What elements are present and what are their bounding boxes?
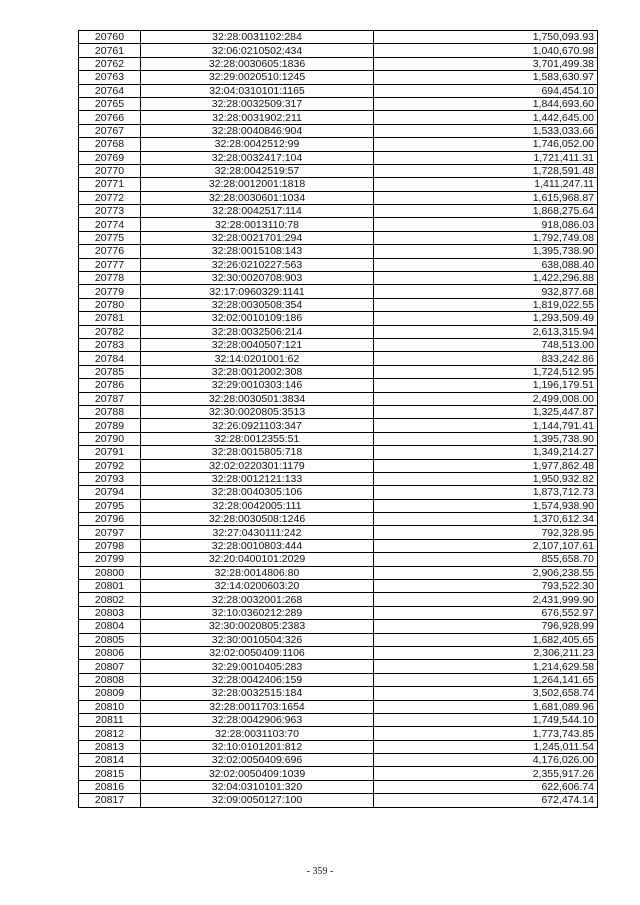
- table-row: [79, 794, 598, 807]
- value-amount-cell: 1,144,791.41: [374, 419, 598, 432]
- value-amount-cell: 1,721,411.31: [374, 151, 598, 164]
- value-amount-cell: 672,474.14: [374, 794, 598, 807]
- cadastral-number-cell: 32:28:0015805:718: [141, 446, 374, 459]
- row-number-cell: 20805: [79, 633, 141, 646]
- value-amount-cell: 1,724,512.95: [374, 365, 598, 378]
- cadastral-number-cell: 32:27:0430111:242: [141, 526, 374, 539]
- row-number-cell: 20804: [79, 620, 141, 633]
- cadastral-number-cell: 32:28:0032506:214: [141, 325, 374, 338]
- row-number-cell: 20816: [79, 780, 141, 793]
- table-row: [79, 646, 598, 659]
- value-amount-cell: 1,873,712.73: [374, 486, 598, 499]
- cadastral-number-cell: 32:28:0032509:317: [141, 97, 374, 110]
- cadastral-number-cell: 32:02:0050409:696: [141, 754, 374, 767]
- row-number-cell: 20768: [79, 138, 141, 151]
- value-amount-cell: 2,906,238.55: [374, 566, 598, 579]
- cadastral-number-cell: 32:30:0020805:3513: [141, 405, 374, 418]
- cadastral-number-cell: 32:02:0050409:1039: [141, 767, 374, 780]
- row-number-cell: 20774: [79, 218, 141, 231]
- cadastral-number-cell: 32:28:0042005:111: [141, 499, 374, 512]
- cadastral-number-cell: 32:09:0050127:100: [141, 794, 374, 807]
- value-amount-cell: 1,615,968.87: [374, 191, 598, 204]
- cadastral-number-cell: 32:30:0020708:903: [141, 272, 374, 285]
- table-row: [79, 124, 598, 137]
- value-amount-cell: 2,499,008.00: [374, 392, 598, 405]
- row-number-cell: 20806: [79, 646, 141, 659]
- value-amount-cell: 1,395,738.90: [374, 432, 598, 445]
- row-number-cell: 20817: [79, 794, 141, 807]
- row-number-cell: 20812: [79, 727, 141, 740]
- row-number-cell: 20773: [79, 205, 141, 218]
- row-number-cell: 20791: [79, 446, 141, 459]
- value-amount-cell: 1,040,670.98: [374, 44, 598, 57]
- cadastral-number-cell: 32:30:0020805:2383: [141, 620, 374, 633]
- row-number-cell: 20788: [79, 405, 141, 418]
- row-number-cell: 20810: [79, 700, 141, 713]
- cadastral-number-cell: 32:28:0042512:99: [141, 138, 374, 151]
- cadastral-number-cell: 32:20:0400101:2029: [141, 553, 374, 566]
- row-number-cell: 20776: [79, 245, 141, 258]
- table-row: [79, 231, 598, 244]
- cadastral-number-cell: 32:28:0012355:51: [141, 432, 374, 445]
- value-amount-cell: 4,176,026.00: [374, 754, 598, 767]
- row-number-cell: 20781: [79, 312, 141, 325]
- table-row: [79, 191, 598, 204]
- cadastral-number-cell: 32:28:0032515:184: [141, 687, 374, 700]
- row-number-cell: 20772: [79, 191, 141, 204]
- row-number-cell: 20800: [79, 566, 141, 579]
- row-number-cell: 20786: [79, 379, 141, 392]
- table-row: [79, 767, 598, 780]
- row-number-cell: 20799: [79, 553, 141, 566]
- value-amount-cell: 694,454.10: [374, 84, 598, 97]
- value-amount-cell: 3,502,658.74: [374, 687, 598, 700]
- table-row: [79, 553, 598, 566]
- cadastral-number-cell: 32:29:0010303:146: [141, 379, 374, 392]
- table-row: [79, 44, 598, 57]
- value-amount-cell: 1,196,179.51: [374, 379, 598, 392]
- value-amount-cell: 622,606.74: [374, 780, 598, 793]
- row-number-cell: 20770: [79, 164, 141, 177]
- cadastral-number-cell: 32:02:0050409:1106: [141, 646, 374, 659]
- cadastral-number-cell: 32:28:0032001:268: [141, 593, 374, 606]
- value-amount-cell: 1,773,743.85: [374, 727, 598, 740]
- table-row: [79, 352, 598, 365]
- value-amount-cell: 796,928.99: [374, 620, 598, 633]
- table-row: [79, 593, 598, 606]
- value-amount-cell: 792,328.95: [374, 526, 598, 539]
- table-row: [79, 57, 598, 70]
- table-row: [79, 71, 598, 84]
- value-amount-cell: 1,325,447.87: [374, 405, 598, 418]
- value-amount-cell: 1,728,591.48: [374, 164, 598, 177]
- row-number-cell: 20802: [79, 593, 141, 606]
- value-amount-cell: 1,533,033.66: [374, 124, 598, 137]
- cadastral-number-cell: 32:10:0101201:812: [141, 740, 374, 753]
- cadastral-number-cell: 32:29:0010405:283: [141, 660, 374, 673]
- table-row: [79, 486, 598, 499]
- table-row: [79, 754, 598, 767]
- cadastral-number-cell: 32:14:0201001:62: [141, 352, 374, 365]
- table-row: [79, 580, 598, 593]
- cadastral-number-cell: 32:28:0042406:159: [141, 673, 374, 686]
- table-row: [79, 740, 598, 753]
- table-row: [79, 285, 598, 298]
- value-amount-cell: 2,355,917.26: [374, 767, 598, 780]
- row-number-cell: 20792: [79, 459, 141, 472]
- row-number-cell: 20764: [79, 84, 141, 97]
- row-number-cell: 20787: [79, 392, 141, 405]
- value-amount-cell: 1,950,932.82: [374, 472, 598, 485]
- table-row: [79, 218, 598, 231]
- value-amount-cell: 1,574,938.90: [374, 499, 598, 512]
- cadastral-number-cell: 32:28:0030601:1034: [141, 191, 374, 204]
- table-row: [79, 151, 598, 164]
- table-row: [79, 446, 598, 459]
- table-row: [79, 84, 598, 97]
- value-amount-cell: 1,819,022.55: [374, 298, 598, 311]
- row-number-cell: 20793: [79, 472, 141, 485]
- table-row: [79, 472, 598, 485]
- table-row: [79, 459, 598, 472]
- table-row: [79, 392, 598, 405]
- table-body: [79, 31, 598, 808]
- value-amount-cell: 932,877.68: [374, 285, 598, 298]
- value-amount-cell: 918,086.03: [374, 218, 598, 231]
- cadastral-number-cell: 32:04:0310101:320: [141, 780, 374, 793]
- value-amount-cell: 855,658.70: [374, 553, 598, 566]
- cadastral-number-cell: 32:28:0040305:106: [141, 486, 374, 499]
- cadastral-number-cell: 32:28:0021701:294: [141, 231, 374, 244]
- table-row: [79, 245, 598, 258]
- row-number-cell: 20780: [79, 298, 141, 311]
- cadastral-value-table: [78, 30, 598, 808]
- table-row: [79, 606, 598, 619]
- cadastral-number-cell: 32:04:0310101:1165: [141, 84, 374, 97]
- table-row: [79, 111, 598, 124]
- cadastral-number-cell: 32:28:0012002:308: [141, 365, 374, 378]
- value-amount-cell: 1,245,011.54: [374, 740, 598, 753]
- value-amount-cell: 1,749,544.10: [374, 713, 598, 726]
- row-number-cell: 20775: [79, 231, 141, 244]
- table-row: [79, 138, 598, 151]
- row-number-cell: 20779: [79, 285, 141, 298]
- cadastral-number-cell: 32:28:0031102:284: [141, 31, 374, 44]
- table-row: [79, 566, 598, 579]
- row-number-cell: 20771: [79, 178, 141, 191]
- cadastral-number-cell: 32:28:0030605:1836: [141, 57, 374, 70]
- cadastral-number-cell: 32:26:0210227:563: [141, 258, 374, 271]
- value-amount-cell: 3,701,499.38: [374, 57, 598, 70]
- row-number-cell: 20765: [79, 97, 141, 110]
- cadastral-number-cell: 32:28:0042906:963: [141, 713, 374, 726]
- row-number-cell: 20797: [79, 526, 141, 539]
- table-row: [79, 660, 598, 673]
- cadastral-number-cell: 32:28:0031103:70: [141, 727, 374, 740]
- table-row: [79, 513, 598, 526]
- cadastral-number-cell: 32:28:0042517:114: [141, 205, 374, 218]
- cadastral-number-cell: 32:02:0220301:1179: [141, 459, 374, 472]
- value-amount-cell: 2,107,107.61: [374, 539, 598, 552]
- table-row: [79, 673, 598, 686]
- cadastral-number-cell: 32:28:0012121:133: [141, 472, 374, 485]
- row-number-cell: 20803: [79, 606, 141, 619]
- row-number-cell: 20798: [79, 539, 141, 552]
- value-amount-cell: 1,395,738.90: [374, 245, 598, 258]
- table-row: [79, 432, 598, 445]
- value-amount-cell: 833,242.86: [374, 352, 598, 365]
- value-amount-cell: 793,522.30: [374, 580, 598, 593]
- row-number-cell: 20782: [79, 325, 141, 338]
- cadastral-number-cell: 32:28:0030508:1246: [141, 513, 374, 526]
- cadastral-number-cell: 32:14:0200603:20: [141, 580, 374, 593]
- value-amount-cell: 2,306,211.23: [374, 646, 598, 659]
- row-number-cell: 20807: [79, 660, 141, 673]
- row-number-cell: 20796: [79, 513, 141, 526]
- value-amount-cell: 1,214,629.58: [374, 660, 598, 673]
- row-number-cell: 20769: [79, 151, 141, 164]
- table-row: [79, 338, 598, 351]
- value-amount-cell: 1,682,405.65: [374, 633, 598, 646]
- table-row: [79, 31, 598, 44]
- value-amount-cell: 2,613,315.94: [374, 325, 598, 338]
- value-amount-cell: 1,792,749.08: [374, 231, 598, 244]
- value-amount-cell: 1,750,093.93: [374, 31, 598, 44]
- row-number-cell: 20794: [79, 486, 141, 499]
- cadastral-number-cell: 32:28:0010803:444: [141, 539, 374, 552]
- cadastral-number-cell: 32:10:0360212:289: [141, 606, 374, 619]
- page-number: - 359 -: [306, 866, 334, 877]
- table-row: [79, 379, 598, 392]
- cadastral-number-cell: 32:28:0030501:3834: [141, 392, 374, 405]
- row-number-cell: 20814: [79, 754, 141, 767]
- cadastral-number-cell: 32:28:0015108:143: [141, 245, 374, 258]
- value-amount-cell: 1,442,645.00: [374, 111, 598, 124]
- cadastral-number-cell: 32:28:0013110:78: [141, 218, 374, 231]
- row-number-cell: 20808: [79, 673, 141, 686]
- row-number-cell: 20815: [79, 767, 141, 780]
- table-row: [79, 298, 598, 311]
- value-amount-cell: 748,513.00: [374, 338, 598, 351]
- value-amount-cell: 1,977,862.48: [374, 459, 598, 472]
- row-number-cell: 20809: [79, 687, 141, 700]
- row-number-cell: 20761: [79, 44, 141, 57]
- row-number-cell: 20766: [79, 111, 141, 124]
- cadastral-number-cell: 32:28:0040846:904: [141, 124, 374, 137]
- row-number-cell: 20801: [79, 580, 141, 593]
- table-row: [79, 312, 598, 325]
- table-row: [79, 405, 598, 418]
- row-number-cell: 20795: [79, 499, 141, 512]
- table-row: [79, 205, 598, 218]
- table-row: [79, 780, 598, 793]
- table-row: [79, 499, 598, 512]
- table-row: [79, 633, 598, 646]
- row-number-cell: 20785: [79, 365, 141, 378]
- value-amount-cell: 1,844,693.60: [374, 97, 598, 110]
- table-row: [79, 164, 598, 177]
- table-row: [79, 325, 598, 338]
- cadastral-number-cell: 32:26:0921103:347: [141, 419, 374, 432]
- cadastral-number-cell: 32:17:0960329:1141: [141, 285, 374, 298]
- row-number-cell: 20790: [79, 432, 141, 445]
- row-number-cell: 20789: [79, 419, 141, 432]
- value-amount-cell: 638,088.40: [374, 258, 598, 271]
- cadastral-number-cell: 32:28:0032417:104: [141, 151, 374, 164]
- row-number-cell: 20813: [79, 740, 141, 753]
- table-row: [79, 97, 598, 110]
- value-amount-cell: 1,583,630.97: [374, 71, 598, 84]
- cadastral-number-cell: 32:28:0012001:1818: [141, 178, 374, 191]
- table-row: [79, 365, 598, 378]
- value-amount-cell: 1,370,612.34: [374, 513, 598, 526]
- value-amount-cell: 1,411,247.11: [374, 178, 598, 191]
- table-row: [79, 620, 598, 633]
- row-number-cell: 20760: [79, 31, 141, 44]
- row-number-cell: 20767: [79, 124, 141, 137]
- value-amount-cell: 1,422,296.88: [374, 272, 598, 285]
- table-row: [79, 687, 598, 700]
- table-row: [79, 526, 598, 539]
- row-number-cell: 20763: [79, 71, 141, 84]
- row-number-cell: 20783: [79, 338, 141, 351]
- cadastral-number-cell: 32:28:0031902:211: [141, 111, 374, 124]
- cadastral-number-cell: 32:29:0020510:1245: [141, 71, 374, 84]
- cadastral-number-cell: 32:02:0010109:186: [141, 312, 374, 325]
- cadastral-number-cell: 32:28:0040507:121: [141, 338, 374, 351]
- row-number-cell: 20811: [79, 713, 141, 726]
- table-row: [79, 713, 598, 726]
- cadastral-number-cell: 32:28:0030508:354: [141, 298, 374, 311]
- cadastral-number-cell: 32:28:0042519:57: [141, 164, 374, 177]
- value-amount-cell: 1,868,275.64: [374, 205, 598, 218]
- table-row: [79, 419, 598, 432]
- table-row: [79, 727, 598, 740]
- row-number-cell: 20778: [79, 272, 141, 285]
- table-row: [79, 178, 598, 191]
- value-amount-cell: 1,293,509.49: [374, 312, 598, 325]
- table-row: [79, 272, 598, 285]
- value-amount-cell: 1,746,052.00: [374, 138, 598, 151]
- table-row: [79, 539, 598, 552]
- cadastral-number-cell: 32:28:0011703:1654: [141, 700, 374, 713]
- value-amount-cell: 1,681,089.96: [374, 700, 598, 713]
- value-amount-cell: 2,431,999.90: [374, 593, 598, 606]
- table-row: [79, 700, 598, 713]
- cadastral-number-cell: 32:06:0210502:434: [141, 44, 374, 57]
- row-number-cell: 20784: [79, 352, 141, 365]
- cadastral-number-cell: 32:30:0010504:326: [141, 633, 374, 646]
- row-number-cell: 20762: [79, 57, 141, 70]
- cadastral-number-cell: 32:28:0014806:80: [141, 566, 374, 579]
- value-amount-cell: 1,349,214.27: [374, 446, 598, 459]
- value-amount-cell: 1,264,141.65: [374, 673, 598, 686]
- table-row: [79, 258, 598, 271]
- row-number-cell: 20777: [79, 258, 141, 271]
- value-amount-cell: 676,552.97: [374, 606, 598, 619]
